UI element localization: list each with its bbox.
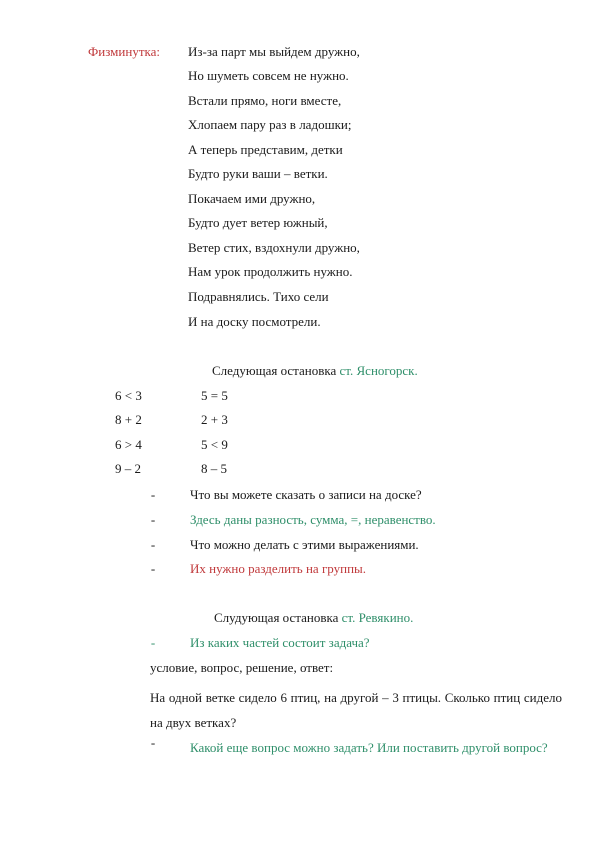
poem-line: Покачаем ими дружно, xyxy=(188,191,316,206)
expression-left: 6 < 3 xyxy=(115,388,142,403)
dialogue-question: Что вы можете сказать о записи на доске? xyxy=(190,487,422,502)
task-text: На одной ветке сидело 6 птиц, на другой – 3 птицы. Сколько птиц сидело на двух ветках? xyxy=(150,690,562,730)
poem-line: Нам урок продолжить нужно. xyxy=(188,264,353,279)
stop1-heading-text: Следующая остановка xyxy=(212,363,337,378)
poem-line: Встали прямо, ноги вместе, xyxy=(188,93,342,108)
dialogue-answer: Их нужно разделить на группы. xyxy=(190,561,367,576)
followup-dash: - xyxy=(150,735,156,750)
expression-right: 8 – 5 xyxy=(201,461,227,476)
question-dash: - xyxy=(150,635,156,650)
poem-line: Будто руки ваши – ветки. xyxy=(188,166,328,181)
dialogue-dash: - xyxy=(150,487,156,502)
expression-left: 6 > 4 xyxy=(115,437,142,452)
stop1-station: ст. Ясногорск. xyxy=(339,363,418,378)
poem-line: Подравнялись. Тихо сели xyxy=(188,289,329,304)
expression-right: 2 + 3 xyxy=(201,412,228,427)
dialogue-dash: - xyxy=(150,537,156,552)
expression-right: 5 = 5 xyxy=(201,388,228,403)
dialogue-dash: - xyxy=(150,561,156,576)
stop2-heading xyxy=(214,610,413,625)
dialogue-answer: Здесь даны разность, сумма, =, неравенство. xyxy=(190,512,436,527)
expression-right: 5 < 9 xyxy=(201,437,228,452)
stop2-station: ст. Ревякино. xyxy=(341,610,414,625)
poem-line: Из-за парт мы выйдем дружно, xyxy=(188,44,360,59)
dialogue-dash: - xyxy=(150,512,156,527)
expression-left: 9 – 2 xyxy=(115,461,141,476)
fizminutka-label: Физминутка: xyxy=(88,44,161,59)
stop2-heading-text: Слудующая остановка xyxy=(214,610,339,625)
poem-line: Будто дует ветер южный, xyxy=(188,215,328,230)
poem-line: Хлопаем пару раз в ладошки; xyxy=(188,117,352,132)
stop2-question: Из каких частей состоит задача? xyxy=(190,635,370,650)
stop1-heading xyxy=(212,363,418,378)
poem-line: Но шуметь совсем не нужно. xyxy=(188,68,349,83)
stop2-followup: Какой еще вопрос можно задать? Или поставить другой вопрос? xyxy=(190,740,548,755)
poem-line: Ветер стих, вздохнули дружно, xyxy=(188,240,360,255)
stop2-answer: условие, вопрос, решение, ответ: xyxy=(150,660,334,675)
poem-line: И на доску посмотрели. xyxy=(188,314,321,329)
dialogue-question: Что можно делать с этими выражениями. xyxy=(190,537,419,552)
expression-left: 8 + 2 xyxy=(115,412,142,427)
poem-line: А теперь представим, детки xyxy=(188,142,343,157)
